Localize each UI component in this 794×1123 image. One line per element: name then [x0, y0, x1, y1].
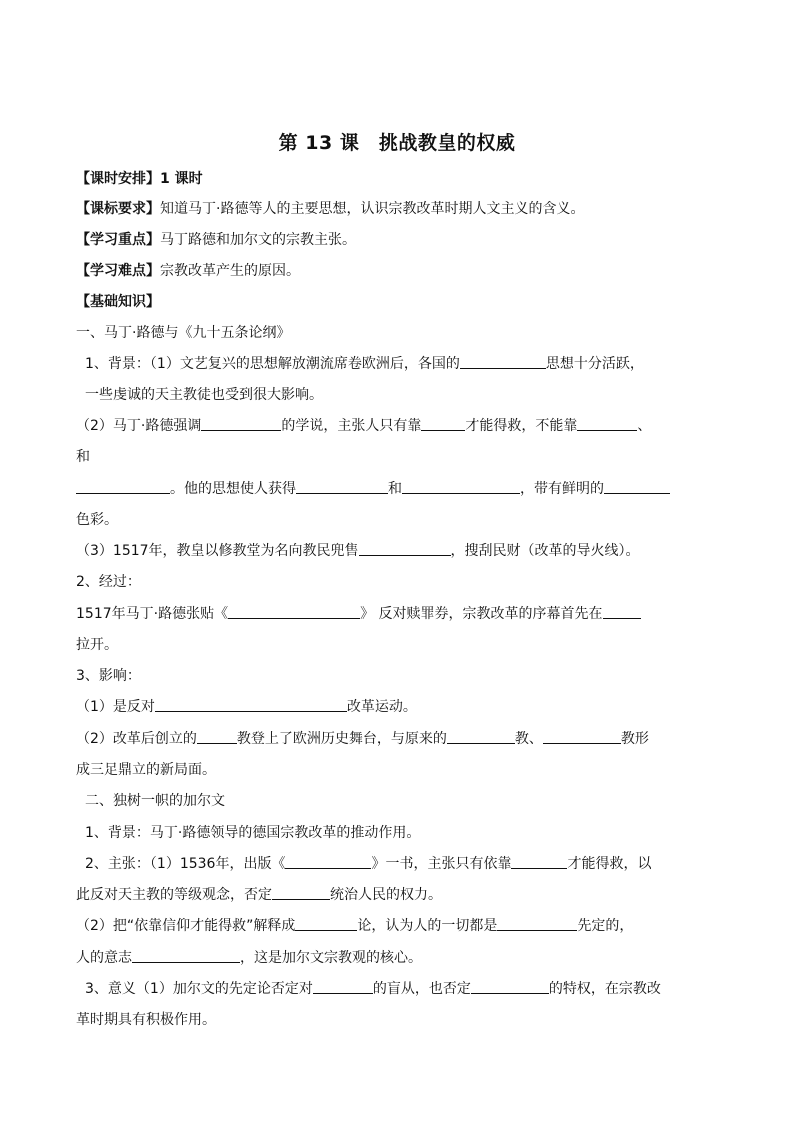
- s2-c2-line: [76, 916, 633, 936]
- fill-blank[interactable]: [402, 479, 520, 494]
- fill-blank[interactable]: [447, 729, 515, 744]
- s1-impact1-text-a: （1）是反对: [76, 699, 155, 715]
- s2-c2-line2: [76, 948, 422, 968]
- s2-c2-text-c: 先定的，: [577, 918, 634, 934]
- schedule-label: 【课时安排】: [76, 171, 160, 187]
- fill-blank[interactable]: [511, 854, 567, 869]
- s2-claim-text-c: 才能得救，以: [567, 856, 652, 872]
- fill-blank[interactable]: [460, 354, 546, 369]
- page-title: 第 13 课 挑战教皇的权威: [278, 132, 516, 154]
- s2-significance-cont: 革时期具有积极作用。: [76, 1012, 216, 1028]
- s1-p2-color: 色彩。: [76, 512, 118, 528]
- fill-blank[interactable]: [228, 604, 360, 619]
- s2-claim-text-a: 2、主张：（1）1536年，出版《: [85, 856, 286, 872]
- s1-impact2-line: [76, 729, 649, 749]
- standard-line: [76, 199, 584, 219]
- s1-bg-cont: 一些虔诚的天主教徒也受到很大影响。: [85, 387, 323, 403]
- s1-impact1-line: [76, 697, 417, 717]
- fill-blank[interactable]: [603, 604, 641, 619]
- fill-blank[interactable]: [295, 916, 357, 931]
- standard-value: 知道马丁·路德等人的主要思想，认识宗教改革时期人文主义的含义。: [160, 201, 585, 217]
- s1-p2-and: 和: [76, 449, 90, 465]
- difficulty-value: 宗教改革产生的原因。: [160, 263, 300, 279]
- s1-course-text-b: 》 反对赎罪券，宗教改革的序幕首先在: [360, 606, 603, 622]
- s1-p2-text-h: ，带有鲜明的: [520, 481, 604, 497]
- basic-knowledge-heading: 【基础知识】: [76, 294, 160, 310]
- section2-heading: 二、独树一帜的加尔文: [85, 793, 225, 809]
- fill-blank[interactable]: [577, 416, 637, 431]
- fill-blank[interactable]: [313, 979, 373, 994]
- s1-course-text-a: 1517年马丁·路德张贴《: [76, 606, 229, 622]
- s2-background-line: 1、背景：马丁·路德领导的德国宗教改革的推动作用。: [85, 825, 421, 841]
- s1-course-line: [76, 604, 641, 624]
- s1-course-heading: 2、经过：: [76, 574, 141, 590]
- fill-blank[interactable]: [155, 697, 347, 712]
- s2-sig-text-a: 3、意义（1）加尔文的先定论否定对: [85, 981, 313, 997]
- s2-c2-text-a: （2）把“依靠信仰才能得救”解释成: [76, 918, 296, 934]
- s1-p2-text-a: （2）马丁·路德强调: [76, 418, 202, 434]
- s1-p2-text-c: 才能得救，不能靠: [465, 418, 578, 434]
- s1-impact1-text-b: 改革运动。: [346, 699, 417, 715]
- fill-blank[interactable]: [296, 479, 388, 494]
- fill-blank[interactable]: [471, 979, 549, 994]
- s2-claim-text-b: 》一书，主张只有依靠: [371, 856, 512, 872]
- s1-bg-text-b: 思想十分活跃，: [545, 356, 644, 372]
- schedule-value: 1 课时: [160, 171, 203, 187]
- s1-impact2-cont: 成三足鼎立的新局面。: [76, 762, 216, 778]
- s1-impact2-text-a: （2）改革后创立的: [76, 731, 197, 747]
- s1-impact2-text-d: 教形: [620, 731, 649, 747]
- s1-background-line: [85, 354, 644, 374]
- fill-blank[interactable]: [359, 541, 451, 556]
- fill-blank[interactable]: [543, 729, 621, 744]
- s2-claim-line: [85, 854, 651, 874]
- s1-p3-line: [76, 541, 640, 561]
- s1-p3-text-a: （3）1517年，教皇以修教堂为名向教民兜售: [76, 543, 359, 559]
- s2-significance-line: [85, 979, 661, 999]
- s1-p2-text-d: 、: [637, 418, 652, 434]
- standard-label: 【课标要求】: [76, 201, 160, 217]
- fill-blank[interactable]: [285, 854, 371, 869]
- s1-impact-heading: 3、影响：: [76, 668, 141, 684]
- s1-course-end: 拉开。: [76, 637, 118, 653]
- s1-p2-line2: [76, 479, 670, 499]
- s1-bg-text-a: 1、背景：（1）文艺复兴的思想解放潮流席卷欧洲后，各国的: [85, 356, 460, 372]
- fill-blank[interactable]: [132, 948, 240, 963]
- difficulty-label: 【学习难点】: [76, 263, 160, 279]
- fill-blank[interactable]: [197, 729, 237, 744]
- fill-blank[interactable]: [76, 479, 170, 494]
- s1-p2-text-f: 。他的思想使人获得: [170, 481, 296, 497]
- s1-p3-text-b: ，搜刮民财（改革的导火线）。: [450, 543, 640, 559]
- key-label: 【学习重点】: [76, 232, 160, 248]
- s2-claim-line2: [76, 885, 442, 905]
- s2-c2-text-b: 论，认为人的一切都是: [357, 918, 498, 934]
- s1-p2-text-g: 和: [388, 481, 402, 497]
- section1-heading: 一、马丁·路德与《九十五条论纲》: [76, 325, 291, 341]
- schedule-line: [76, 169, 203, 189]
- s2-claim-text-e: 统治人民的权力。: [330, 887, 442, 903]
- fill-blank[interactable]: [604, 479, 670, 494]
- fill-blank[interactable]: [201, 416, 281, 431]
- s2-sig-text-b: 的盲从，也否定: [372, 981, 471, 997]
- s1-p2-line: [76, 416, 651, 436]
- s1-impact2-text-c: 教、: [514, 731, 543, 747]
- fill-blank[interactable]: [272, 885, 330, 900]
- s1-p2-text-b: 的学说，主张人只有靠: [281, 418, 422, 434]
- key-point-line: [76, 230, 356, 250]
- s2-c2-text-e: ，这是加尔文宗教观的核心。: [240, 950, 422, 966]
- fill-blank[interactable]: [497, 916, 577, 931]
- difficulty-line: [76, 261, 300, 281]
- s2-c2-text-d: 人的意志: [76, 950, 132, 966]
- s1-impact2-text-b: 教登上了欧洲历史舞台，与原来的: [236, 731, 447, 747]
- s2-sig-text-c: 的特权，在宗教改: [548, 981, 661, 997]
- key-value: 马丁路德和加尔文的宗教主张。: [160, 232, 356, 248]
- fill-blank[interactable]: [421, 416, 465, 431]
- s2-claim-text-d: 此反对天主教的等级观念，否定: [76, 887, 272, 903]
